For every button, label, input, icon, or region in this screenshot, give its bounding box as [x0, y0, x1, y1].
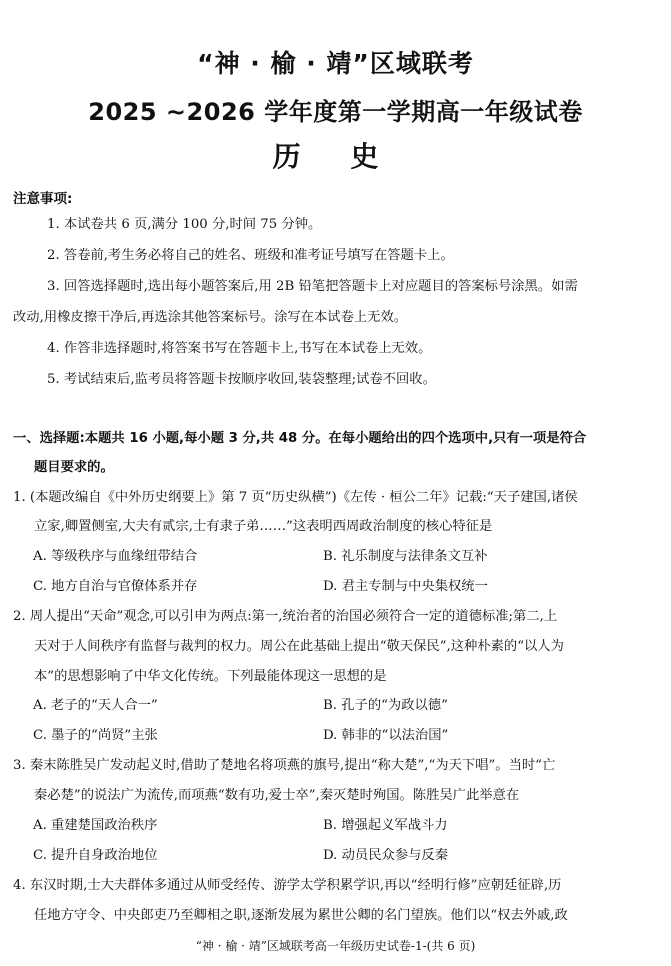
note-item: 5. 考试结束后,监考员将答题卡按顺序收回,装袋整理;试卷不回收。	[47, 372, 436, 387]
option-d: D. 韩非的“以法治国”	[323, 728, 449, 743]
question-4-text: 4. 东汉时期,士大夫群体多通过从师受经传、游学太学积累学识,再以“经明行修”应朝廷征辟,历	[13, 878, 562, 893]
option-a: A. 老子的“天人合一”	[33, 698, 158, 713]
note-item: 2. 答卷前,考生务必将自己的姓名、班级和准考证号填写在答题卡上。	[47, 248, 454, 263]
section-heading: 一、选择题:本题共 16 小题,每小题 3 分,共 48 分。在每小题给出的四个选项中,只有一项是符合	[13, 431, 587, 446]
question-2-text: 本”的思想影响了中华文化传统。下列最能体现这一思想的是	[34, 669, 387, 684]
option-b: B. 孔子的“为政以德”	[323, 698, 448, 713]
option-d: D. 动员民众参与反秦	[323, 848, 449, 863]
note-item: 1. 本试卷共 6 页,满分 100 分,时间 75 分钟。	[47, 217, 322, 232]
notes-title: 注意事项:	[13, 191, 73, 207]
note-item: 改动,用橡皮擦干净后,再选涂其他答案标号。涂写在本试卷上无效。	[13, 310, 408, 325]
option-c: C. 地方自治与官僚体系并存	[33, 579, 198, 594]
question-2-text: 2. 周人提出“天命”观念,可以引申为两点:第一,统治者的治国必须符合一定的道德标准;第二,上	[13, 609, 558, 624]
exam-subtitle: 2025 ~2026 学年度第一学期高一年级试卷	[88, 98, 583, 126]
option-d: D. 君主专制与中央集权统一	[323, 579, 488, 594]
question-4-text: 任地方守令、中央郎吏乃至卿相之职,逐渐发展为累世公卿的名门望族。他们以“权去外戚,政	[34, 908, 568, 923]
option-c: C. 墨子的“尚贤”主张	[33, 728, 158, 743]
exam-title: “神 · 榆 · 靖”区域联考	[197, 49, 474, 78]
question-1-text: 立家,卿置侧室,大夫有贰宗,士有隶子弟……”这表明西周政治制度的核心特征是	[34, 519, 493, 534]
question-3-text: 3. 秦末陈胜吴广发动起义时,借助了楚地名将项燕的旗号,提出“称大楚”,“为天下唱”。当时“亡	[13, 758, 556, 773]
subject-title: 历 史	[272, 140, 399, 173]
question-2-text: 天对于人间秩序有监督与裁判的权力。周公在此基础上提出“敬天保民”,这种朴素的“以人为	[34, 639, 564, 654]
section-heading: 题目要求的。	[34, 460, 114, 475]
note-item: 3. 回答选择题时,选出每小题答案后,用 2B 铅笔把答题卡上对应题目的答案标号涂黑。如需	[47, 279, 578, 294]
page-footer: “神 · 榆 · 靖”区域联考高一年级历史试卷-1-(共 6 页)	[195, 939, 476, 953]
option-c: C. 提升自身政治地位	[33, 848, 158, 863]
option-a: A. 重建楚国政治秩序	[33, 818, 158, 833]
question-1-text: 1. (本题改编自《中外历史纲要上》第 7 页“历史纵横”)《左传 · 桓公二年》记载:“天子建国,诸侯	[13, 490, 578, 505]
note-item: 4. 作答非选择题时,将答案书写在答题卡上,书写在本试卷上无效。	[47, 341, 432, 356]
option-b: B. 礼乐制度与法律条文互补	[323, 549, 488, 564]
option-b: B. 增强起义军战斗力	[323, 818, 448, 833]
question-3-text: 秦必楚”的说法广为流传,而项燕“数有功,爱士卒”,秦灭楚时殉国。陈胜吴广此举意在	[34, 788, 520, 803]
option-a: A. 等级秩序与血缘纽带结合	[33, 549, 198, 564]
